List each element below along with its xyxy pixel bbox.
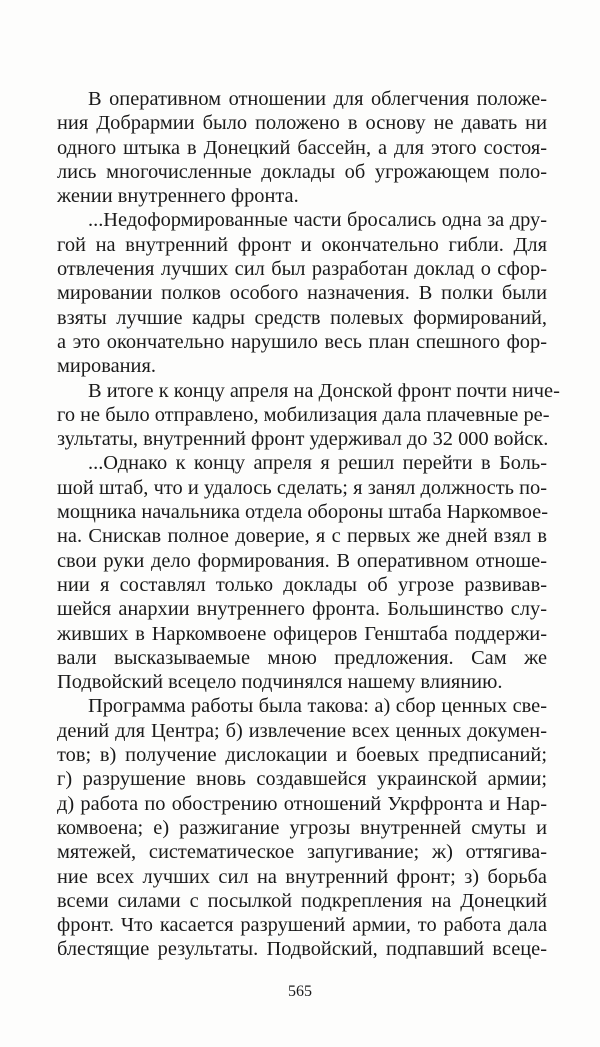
text-line: тов; в) получение дислокации и боевых предписаний; (57, 744, 547, 767)
text-line: свои руки дело формирования. В оперативном отноше- (57, 549, 547, 572)
text-line: В итоге к концу апреля на Донской фронт почти ниче- (88, 379, 560, 402)
text-line: Программа работы была такова: а) сбор ценных све- (88, 695, 547, 718)
text-line: Подвойский всецело подчинялся нашему влиянию. (57, 671, 503, 694)
text-line: нии я составлял только доклады об угрозе развивав- (57, 573, 547, 596)
text-line: мирования. (57, 355, 156, 378)
text-line: мятежей, систематическое запугивание; ж) оттягива- (57, 841, 547, 864)
text-line: на. Снискав полное доверие, я с первых же дней взял в (57, 525, 547, 548)
text-line: лись многочисленные доклады об угрожающем поло- (57, 160, 547, 183)
text-line: мощника начальника отдела обороны штаба Наркомвое- (57, 501, 548, 524)
text-line: взяты лучшие кадры средств полевых формирований, (57, 306, 547, 329)
text-line: гой на внутренний фронт и окончательно гибли. Для (57, 233, 547, 256)
text-line: шейся анархии внутреннего фронта. Большинство слу- (57, 598, 547, 621)
text-line: а это окончательно нарушило весь план спешного фор- (57, 330, 547, 353)
text-line: фронт. Что касается разрушений армии, то работа дала (57, 914, 547, 937)
text-line: зультаты, внутренний фронт удерживал до 32 000 войск. (57, 428, 549, 451)
text-line: г) разрушение вновь создавшейся украинской армии; (57, 768, 547, 791)
text-line: одного штыка в Донецкий бассейн, а для этого состоя- (57, 136, 547, 159)
text-line: д) работа по обострению отношений Укрфронта и Нар- (57, 792, 547, 815)
text-line: В оперативном отношении для облегчения положе- (88, 88, 547, 110)
text-line: ...Недоформированные части бросались одна за дру- (88, 209, 547, 232)
text-line: дений для Центра; б) извлечение всех ценных докумен- (57, 719, 547, 742)
body-text (57, 87, 560, 962)
text-line: всеми силами с посылкой подкрепления на Донецкий (57, 889, 547, 912)
text-line: вали высказываемые мною предложения. Сам же (57, 646, 547, 669)
text-line: живших в Наркомвоене офицеров Генштаба поддержи- (57, 622, 547, 645)
text-line: го не было отправлено, мобилизация дала плачевные ре- (57, 403, 550, 426)
text-line: мировании полков особого назначения. В полки были (57, 282, 547, 305)
page-number: 565 (288, 983, 312, 1000)
text-line: блестящие результаты. Подвойский, подпавший всеце- (57, 938, 547, 961)
text-line: ...Однако к концу апреля я решил перейти в Боль- (88, 452, 547, 475)
text-line: ние всех лучших сил на внутренний фронт; з) борьба (57, 865, 547, 888)
text-line: ния Добрармии было положено в основу не давать ни (57, 112, 547, 135)
text-line: комвоена; е) разжигание угрозы внутренней смуты и (57, 816, 547, 839)
text-line: жении внутреннего фронта. (57, 185, 299, 208)
text-line: шой штаб, что и удалось сделать; я занял должность по- (57, 476, 547, 499)
text-line: отвлечения лучших сил был разработан доклад о сфор- (57, 258, 547, 281)
